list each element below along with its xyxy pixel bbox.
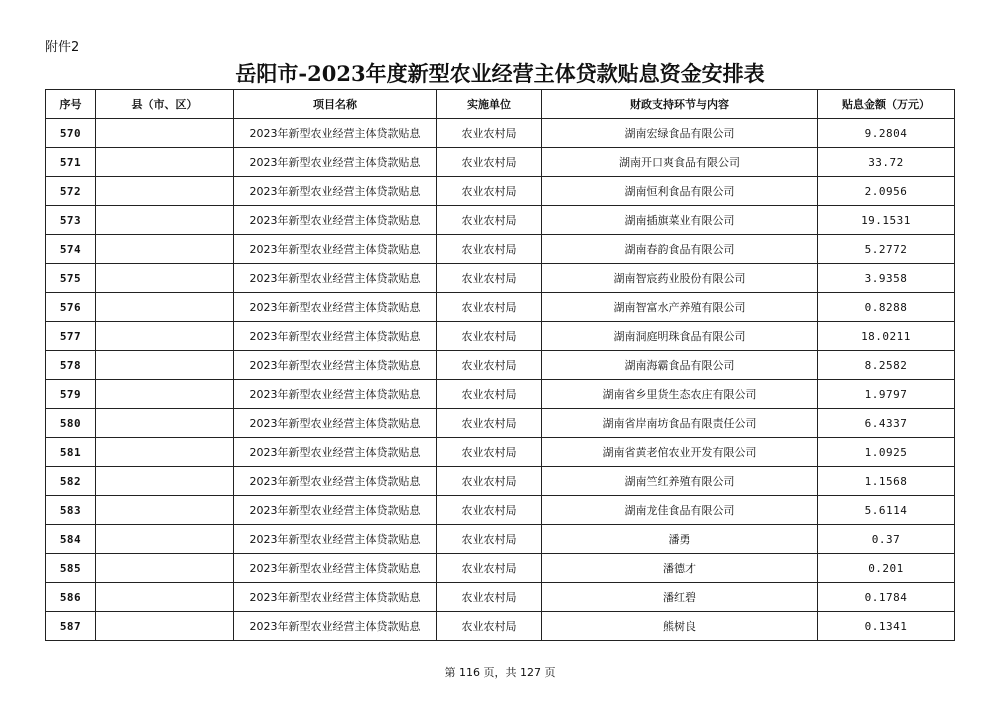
- cell-no: 581: [46, 438, 96, 467]
- column-header-content: 财政支持环节与内容: [542, 90, 818, 119]
- cell-no: 572: [46, 177, 96, 206]
- cell-amount: 1.1568: [818, 467, 955, 496]
- table-row: [46, 322, 955, 351]
- cell-content: 湖南龙佳食品有限公司: [542, 496, 818, 525]
- cell-no: 582: [46, 467, 96, 496]
- cell-amount: 1.0925: [818, 438, 955, 467]
- cell-county: [96, 119, 234, 148]
- table-row: [46, 148, 955, 177]
- column-header-amount: 贴息金额（万元）: [818, 90, 955, 119]
- table-row: [46, 525, 955, 554]
- cell-no: 578: [46, 351, 96, 380]
- cell-county: [96, 496, 234, 525]
- cell-unit: 农业农村局: [437, 438, 542, 467]
- cell-project: 2023年新型农业经营主体贷款贴息: [234, 612, 437, 641]
- cell-unit: 农业农村局: [437, 612, 542, 641]
- cell-unit: 农业农村局: [437, 235, 542, 264]
- column-header-project: 项目名称: [234, 90, 437, 119]
- cell-content: 湖南竺红养殖有限公司: [542, 467, 818, 496]
- cell-content: 湖南洞庭明珠食品有限公司: [542, 322, 818, 351]
- cell-project: 2023年新型农业经营主体贷款贴息: [234, 380, 437, 409]
- cell-content: 湖南春韵食品有限公司: [542, 235, 818, 264]
- cell-no: 574: [46, 235, 96, 264]
- cell-unit: 农业农村局: [437, 177, 542, 206]
- cell-content: 湖南开口爽食品有限公司: [542, 148, 818, 177]
- table-row: [46, 612, 955, 641]
- table-row: [46, 380, 955, 409]
- cell-county: [96, 322, 234, 351]
- cell-unit: 农业农村局: [437, 496, 542, 525]
- cell-county: [96, 583, 234, 612]
- cell-no: 576: [46, 293, 96, 322]
- cell-project: 2023年新型农业经营主体贷款贴息: [234, 554, 437, 583]
- cell-county: [96, 380, 234, 409]
- cell-county: [96, 525, 234, 554]
- cell-county: [96, 293, 234, 322]
- table-header-row: [46, 90, 955, 119]
- cell-county: [96, 148, 234, 177]
- cell-project: 2023年新型农业经营主体贷款贴息: [234, 525, 437, 554]
- table-row: [46, 264, 955, 293]
- cell-no: 584: [46, 525, 96, 554]
- cell-no: 577: [46, 322, 96, 351]
- cell-project: 2023年新型农业经营主体贷款贴息: [234, 293, 437, 322]
- cell-no: 571: [46, 148, 96, 177]
- table-row: [46, 206, 955, 235]
- table-row: [46, 438, 955, 467]
- cell-project: 2023年新型农业经营主体贷款贴息: [234, 264, 437, 293]
- cell-amount: 18.0211: [818, 322, 955, 351]
- column-header-no: 序号: [46, 90, 96, 119]
- cell-unit: 农业农村局: [437, 206, 542, 235]
- cell-content: 湖南智富水产养殖有限公司: [542, 293, 818, 322]
- cell-content: 湖南恒利食品有限公司: [542, 177, 818, 206]
- cell-project: 2023年新型农业经营主体贷款贴息: [234, 496, 437, 525]
- cell-project: 2023年新型农业经营主体贷款贴息: [234, 467, 437, 496]
- cell-county: [96, 351, 234, 380]
- cell-amount: 3.9358: [818, 264, 955, 293]
- cell-project: 2023年新型农业经营主体贷款贴息: [234, 177, 437, 206]
- allocation-table: [45, 89, 955, 641]
- table-row: [46, 351, 955, 380]
- table-row: [46, 409, 955, 438]
- cell-unit: 农业农村局: [437, 148, 542, 177]
- cell-no: 575: [46, 264, 96, 293]
- column-header-unit: 实施单位: [437, 90, 542, 119]
- cell-county: [96, 177, 234, 206]
- cell-unit: 农业农村局: [437, 119, 542, 148]
- cell-county: [96, 235, 234, 264]
- cell-county: [96, 612, 234, 641]
- cell-content: 湖南海霸食品有限公司: [542, 351, 818, 380]
- page-footer: 第 116 页，共 127 页: [444, 666, 556, 679]
- cell-amount: 0.201: [818, 554, 955, 583]
- cell-amount: 2.0956: [818, 177, 955, 206]
- cell-project: 2023年新型农业经营主体贷款贴息: [234, 351, 437, 380]
- cell-amount: 6.4337: [818, 409, 955, 438]
- cell-county: [96, 554, 234, 583]
- cell-unit: 农业农村局: [437, 380, 542, 409]
- cell-content: 湖南宏绿食品有限公司: [542, 119, 818, 148]
- cell-no: 570: [46, 119, 96, 148]
- table-row: [46, 119, 955, 148]
- cell-no: 579: [46, 380, 96, 409]
- cell-unit: 农业农村局: [437, 351, 542, 380]
- cell-project: 2023年新型农业经营主体贷款贴息: [234, 409, 437, 438]
- cell-no: 585: [46, 554, 96, 583]
- attachment-label: 附件2: [45, 40, 80, 55]
- cell-content: 潘德才: [542, 554, 818, 583]
- table-row: [46, 293, 955, 322]
- cell-content: 潘勇: [542, 525, 818, 554]
- cell-project: 2023年新型农业经营主体贷款贴息: [234, 119, 437, 148]
- table-row: [46, 583, 955, 612]
- cell-unit: 农业农村局: [437, 409, 542, 438]
- cell-content: 湖南省乡里货生态农庄有限公司: [542, 380, 818, 409]
- cell-content: 湖南插旗菜业有限公司: [542, 206, 818, 235]
- cell-county: [96, 264, 234, 293]
- table-row: [46, 467, 955, 496]
- cell-no: 586: [46, 583, 96, 612]
- cell-project: 2023年新型农业经营主体贷款贴息: [234, 148, 437, 177]
- cell-no: 573: [46, 206, 96, 235]
- table-row: [46, 177, 955, 206]
- cell-unit: 农业农村局: [437, 525, 542, 554]
- table-row: [46, 496, 955, 525]
- table-row: [46, 235, 955, 264]
- table-row: [46, 554, 955, 583]
- cell-amount: 9.2804: [818, 119, 955, 148]
- cell-unit: 农业农村局: [437, 554, 542, 583]
- cell-county: [96, 206, 234, 235]
- cell-amount: 0.1341: [818, 612, 955, 641]
- cell-amount: 33.72: [818, 148, 955, 177]
- cell-unit: 农业农村局: [437, 322, 542, 351]
- cell-project: 2023年新型农业经营主体贷款贴息: [234, 322, 437, 351]
- cell-no: 580: [46, 409, 96, 438]
- cell-no: 583: [46, 496, 96, 525]
- cell-content: 湖南省黄老倌农业开发有限公司: [542, 438, 818, 467]
- cell-unit: 农业农村局: [437, 467, 542, 496]
- cell-project: 2023年新型农业经营主体贷款贴息: [234, 206, 437, 235]
- cell-amount: 0.8288: [818, 293, 955, 322]
- cell-amount: 5.2772: [818, 235, 955, 264]
- cell-county: [96, 467, 234, 496]
- cell-project: 2023年新型农业经营主体贷款贴息: [234, 438, 437, 467]
- cell-amount: 0.37: [818, 525, 955, 554]
- table-body: [46, 119, 955, 641]
- cell-amount: 8.2582: [818, 351, 955, 380]
- cell-content: 潘红碧: [542, 583, 818, 612]
- cell-content: 湖南省岸南坊食品有限责任公司: [542, 409, 818, 438]
- cell-project: 2023年新型农业经营主体贷款贴息: [234, 583, 437, 612]
- cell-content: 湖南智宸药业股份有限公司: [542, 264, 818, 293]
- cell-unit: 农业农村局: [437, 264, 542, 293]
- cell-no: 587: [46, 612, 96, 641]
- column-header-county: 县（市、区）: [96, 90, 234, 119]
- cell-county: [96, 438, 234, 467]
- page-title: 岳阳市-2023年度新型农业经营主体贷款贴息资金安排表: [235, 61, 765, 86]
- cell-unit: 农业农村局: [437, 293, 542, 322]
- cell-amount: 19.1531: [818, 206, 955, 235]
- cell-unit: 农业农村局: [437, 583, 542, 612]
- cell-amount: 5.6114: [818, 496, 955, 525]
- cell-project: 2023年新型农业经营主体贷款贴息: [234, 235, 437, 264]
- cell-content: 熊树良: [542, 612, 818, 641]
- cell-county: [96, 409, 234, 438]
- cell-amount: 1.9797: [818, 380, 955, 409]
- cell-amount: 0.1784: [818, 583, 955, 612]
